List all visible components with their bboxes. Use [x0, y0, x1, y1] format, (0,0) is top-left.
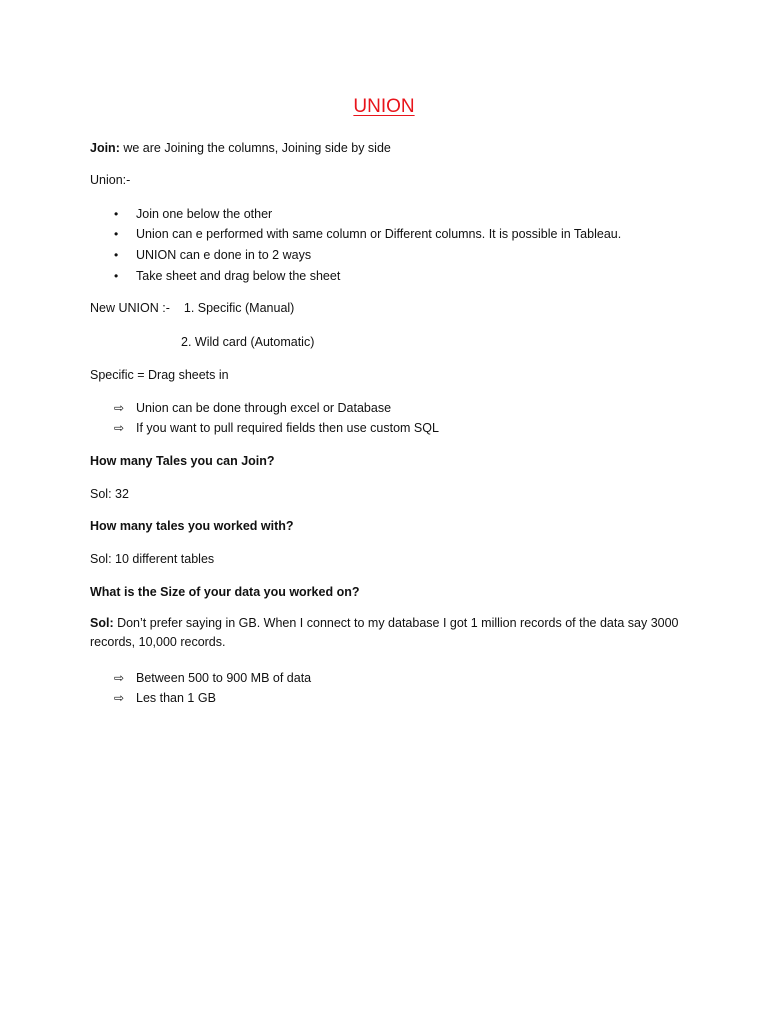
union-bullet-item: [114, 268, 340, 284]
question-2: How many tales you worked with?: [90, 519, 294, 533]
question-3: What is the Size of your data you worked on?: [90, 585, 360, 599]
bullet-text: Union can e performed with same column or Different columns. It is possible in Tableau.: [136, 227, 622, 241]
arrow-text: If you want to pull required fields then use custom SQL: [136, 421, 439, 435]
specific-arrow-item: [114, 420, 439, 436]
new-union-item-1: 1. Specific (Manual): [183, 301, 295, 315]
union-bullet-item: [114, 226, 621, 242]
answer-2: Sol: 10 different tables: [90, 552, 215, 566]
bullet-dot-icon: •: [114, 207, 119, 221]
new-union-item-2: 2. Wild card (Automatic): [181, 335, 315, 349]
specific-arrow-item: [114, 400, 391, 416]
outline-right-arrow-icon: ⇨: [114, 421, 125, 435]
new-union-line: [90, 300, 294, 316]
bullet-text: Join one below the other: [136, 207, 273, 221]
union-bullet-item: [114, 206, 272, 222]
question-1: How many Tales you can Join?: [90, 454, 275, 468]
outline-right-arrow-icon: ⇨: [114, 401, 125, 415]
answer-3: [90, 614, 680, 652]
bullet-dot-icon: •: [114, 269, 119, 283]
join-label: Join:: [90, 141, 120, 155]
join-text: we are Joining the columns, Joining side by side: [119, 141, 391, 155]
answer-3-text: Don’t prefer saying in GB. When I connect to my database I got 1 million records of the data say 3000 records, 10,000 records.: [90, 616, 679, 649]
arrow-text: Between 500 to 900 MB of data: [136, 671, 312, 685]
bullet-text: UNION can e done in to 2 ways: [136, 248, 312, 262]
page-title: UNION: [353, 96, 415, 117]
specific-line: Specific = Drag sheets in: [90, 368, 229, 382]
union-heading: Union:-: [90, 173, 131, 187]
answer-1: Sol: 32: [90, 487, 129, 501]
union-bullet-item: [114, 247, 311, 263]
arrow-text: Les than 1 GB: [136, 691, 216, 705]
new-union-label: New UNION :-: [90, 301, 170, 315]
outline-right-arrow-icon: ⇨: [114, 691, 125, 705]
bullet-dot-icon: •: [114, 227, 119, 241]
bullet-text: Take sheet and drag below the sheet: [136, 269, 341, 283]
join-line: [90, 140, 391, 156]
outline-right-arrow-icon: ⇨: [114, 671, 125, 685]
size-arrow-item: [114, 690, 216, 706]
size-arrow-item: [114, 670, 311, 686]
arrow-text: Union can be done through excel or Database: [136, 401, 392, 415]
bullet-dot-icon: •: [114, 248, 119, 262]
answer-3-label: Sol:: [90, 616, 114, 630]
